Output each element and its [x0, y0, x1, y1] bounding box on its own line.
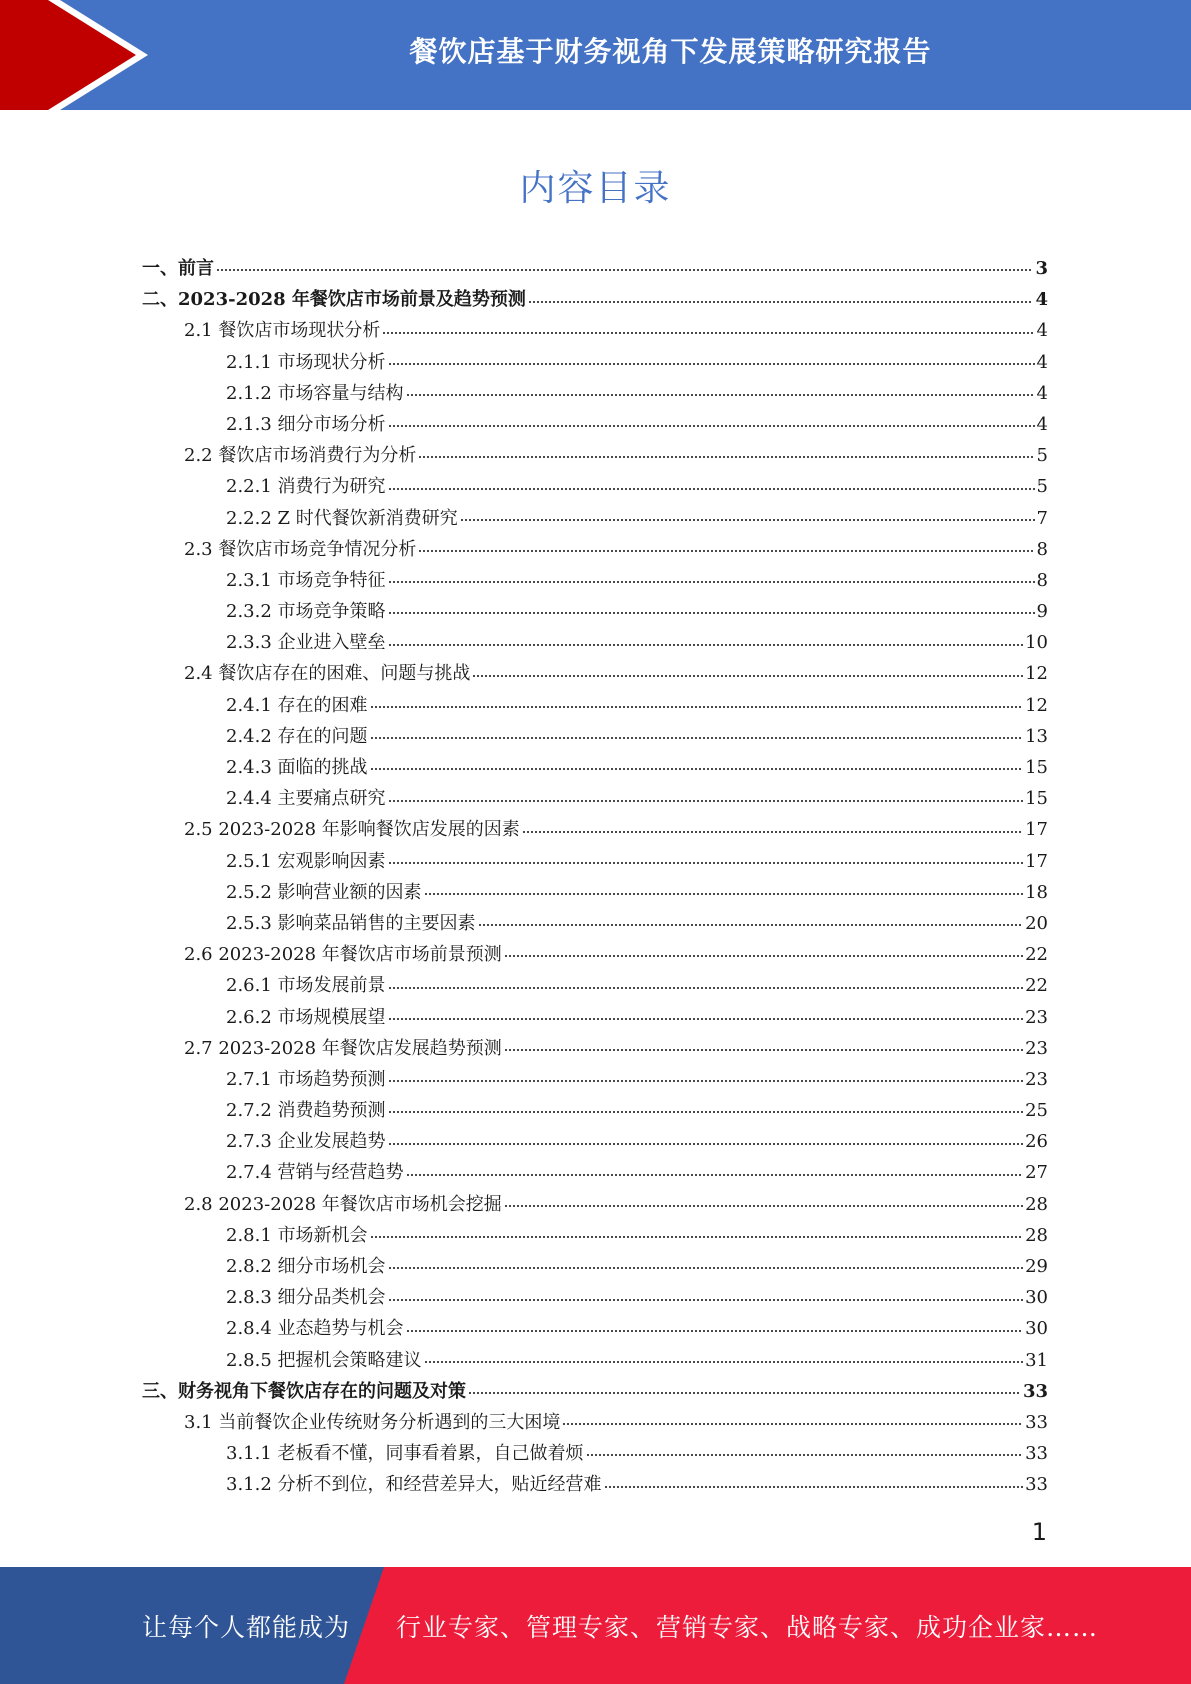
toc-dot-leader: [388, 1005, 1024, 1023]
toc-entry-label: 三、财务视角下餐饮店存在的问题及对策: [142, 1380, 466, 1402]
toc-entry[interactable]: [142, 596, 1048, 627]
toc-entry[interactable]: [142, 721, 1048, 752]
toc-entry[interactable]: [142, 471, 1048, 502]
toc-entry-page: 25: [1025, 1100, 1048, 1122]
toc-entry[interactable]: [142, 315, 1048, 346]
toc-entry[interactable]: [142, 1189, 1048, 1220]
toc-entry-label: 2.5.3 影响菜品销售的主要因素: [226, 912, 476, 934]
toc-entry-page: 23: [1025, 1006, 1048, 1028]
footer-slogan-left: 让每个人都能成为: [142, 1612, 351, 1642]
toc-entry[interactable]: [142, 814, 1048, 845]
toc-entry[interactable]: [142, 1095, 1048, 1126]
toc-entry[interactable]: [142, 534, 1048, 565]
toc-entry-label: 2.2 餐饮店市场消费行为分析: [184, 445, 417, 467]
toc-entry[interactable]: [142, 1282, 1048, 1313]
toc-entry-label: 2.3.2 市场竞争策略: [226, 601, 386, 623]
toc-entry-label: 2.1.2 市场容量与结构: [226, 382, 404, 404]
toc-entry-page: 33: [1025, 1474, 1048, 1496]
toc-entry[interactable]: [142, 908, 1048, 939]
toc-dot-leader: [472, 661, 1023, 679]
toc-entry-label: 2.1.1 市场现状分析: [226, 351, 386, 373]
toc-entry-page: 33: [1025, 1443, 1048, 1465]
toc-dot-leader: [562, 1410, 1023, 1428]
toc-entry-page: 29: [1025, 1256, 1048, 1277]
toc-dot-leader: [388, 1254, 1024, 1272]
toc-entry-page: 22: [1025, 975, 1048, 997]
toc-entry-page: 13: [1025, 725, 1048, 747]
toc-dot-leader: [504, 1192, 1023, 1210]
toc-entry-label: 2.6 2023-2028 年餐饮店市场前景预测: [184, 944, 502, 966]
toc-dot-leader: [504, 942, 1023, 960]
toc-entry-label: 2.7.2 消费趋势预测: [226, 1100, 386, 1122]
toc-dot-leader: [504, 1036, 1023, 1054]
toc-entry-page: 33: [1022, 1380, 1048, 1402]
toc-entry-page: 4: [1036, 382, 1048, 404]
toc-entry-label: 2.6.1 市场发展前景: [226, 975, 386, 997]
toc-entry-label: 2.5 2023-2028 年影响餐饮店发展的因素: [184, 819, 520, 841]
toc-entry[interactable]: [142, 1313, 1048, 1344]
toc-dot-leader: [388, 849, 1024, 867]
toc-entry-label: 2.7.3 企业发展趋势: [226, 1131, 386, 1153]
toc-entry[interactable]: [142, 752, 1048, 783]
toc-entry-page: 4: [1036, 413, 1048, 435]
toc-dot-leader: [382, 318, 1034, 336]
toc-entry-label: 一、前言: [142, 258, 214, 279]
toc-entry[interactable]: [142, 1126, 1048, 1157]
toc-entry[interactable]: [142, 1469, 1048, 1500]
toc-entry-page: 20: [1025, 912, 1048, 934]
toc-entry-label: 2.8.3 细分品类机会: [226, 1287, 386, 1309]
toc-entry-label: 2.2.2 Z 时代餐饮新消费研究: [226, 507, 458, 529]
toc-entry-page: 23: [1025, 1068, 1048, 1090]
toc-dot-leader: [522, 817, 1023, 835]
toc-entry[interactable]: [142, 1157, 1048, 1188]
toc-entry[interactable]: [142, 1064, 1048, 1095]
toc-entry[interactable]: [142, 1251, 1048, 1282]
toc-entry-label: 2.4.2 存在的问题: [226, 725, 368, 747]
toc-dot-leader: [460, 506, 1035, 524]
table-of-contents: [142, 253, 1048, 1501]
toc-entry-page: 9: [1036, 601, 1048, 623]
toc-dot-leader: [528, 287, 1034, 305]
toc-entry-label: 2.8 2023-2028 年餐饮店市场机会挖掘: [184, 1193, 502, 1215]
toc-entry[interactable]: [142, 1407, 1048, 1438]
toc-dot-leader: [370, 724, 1024, 742]
toc-entry-page: 28: [1025, 1224, 1048, 1246]
toc-dot-leader: [424, 1348, 1024, 1366]
toc-dot-leader: [370, 693, 1024, 711]
toc-entry-page: 23: [1025, 1037, 1048, 1059]
toc-entry-label: 2.4.3 面临的挑战: [226, 757, 368, 778]
toc-entry[interactable]: [142, 1376, 1048, 1407]
toc-dot-leader: [478, 911, 1024, 929]
toc-dot-leader: [406, 381, 1035, 399]
toc-entry[interactable]: [142, 1438, 1048, 1469]
toc-dot-leader: [388, 973, 1024, 991]
toc-entry[interactable]: [142, 1002, 1048, 1033]
toc-entry-label: 2.7.1 市场趋势预测: [226, 1068, 386, 1090]
toc-entry-page: 18: [1025, 881, 1048, 903]
toc-entry-label: 2.8.2 细分市场机会: [226, 1256, 386, 1277]
toc-entry-label: 3.1.2 分析不到位，和经营差异大，贴近经营难: [226, 1474, 602, 1496]
toc-entry[interactable]: [142, 378, 1048, 409]
toc-entry[interactable]: [142, 347, 1048, 378]
toc-entry[interactable]: [142, 627, 1048, 658]
toc-dot-leader: [388, 474, 1035, 492]
toc-entry-page: 4: [1035, 289, 1048, 311]
toc-dot-leader: [216, 256, 1033, 274]
toc-entry-page: 5: [1036, 445, 1048, 467]
toc-entry[interactable]: [142, 846, 1048, 877]
toc-entry-label: 2.2.1 消费行为研究: [226, 476, 386, 498]
toc-entry[interactable]: [142, 877, 1048, 908]
toc-entry-page: 10: [1025, 632, 1048, 654]
toc-entry[interactable]: [142, 284, 1048, 315]
toc-entry[interactable]: [142, 783, 1048, 814]
toc-entry-page: 15: [1025, 788, 1048, 810]
toc-entry-label: 2.8.4 业态趋势与机会: [226, 1318, 404, 1340]
toc-entry-label: 2.6.2 市场规模展望: [226, 1006, 386, 1028]
toc-entry[interactable]: [142, 1345, 1048, 1376]
toc-entry-page: 12: [1025, 694, 1048, 716]
toc-entry-page: 17: [1025, 850, 1048, 872]
toc-entry-page: 7: [1036, 507, 1048, 529]
toc-dot-leader: [370, 755, 1024, 773]
toc-entry-label: 2.3 餐饮店市场竞争情况分析: [184, 538, 417, 560]
toc-entry[interactable]: [142, 409, 1048, 440]
page-number: 1: [1031, 1518, 1047, 1546]
toc-entry-label: 2.1 餐饮店市场现状分析: [184, 320, 381, 342]
toc-entry-page: 30: [1025, 1287, 1048, 1309]
toc-entry-page: 3: [1035, 258, 1048, 279]
toc-entry-label: 2.4.4 主要痛点研究: [226, 788, 386, 810]
toc-entry[interactable]: [142, 253, 1048, 284]
toc-entry[interactable]: [142, 939, 1048, 970]
toc-dot-leader: [406, 1316, 1024, 1334]
toc-entry-page: 28: [1025, 1193, 1048, 1215]
toc-entry[interactable]: [142, 970, 1048, 1001]
toc-entry-label: 2.5.2 影响营业额的因素: [226, 881, 422, 903]
toc-heading: 内容目录: [519, 168, 672, 209]
toc-entry-page: 31: [1025, 1349, 1048, 1371]
toc-entry-label: 2.4 餐饮店存在的困难、问题与挑战: [184, 663, 471, 685]
toc-entry[interactable]: [142, 503, 1048, 534]
toc-entry-page: 17: [1025, 819, 1048, 841]
toc-entry-page: 22: [1025, 944, 1048, 966]
toc-entry-label: 2.5.1 宏观影响因素: [226, 850, 386, 872]
toc-dot-leader: [468, 1379, 1021, 1397]
toc-entry-page: 27: [1025, 1162, 1048, 1184]
toc-dot-leader: [388, 1129, 1024, 1147]
toc-entry[interactable]: [142, 658, 1048, 689]
toc-dot-leader: [586, 1441, 1024, 1459]
toc-dot-leader: [388, 1098, 1024, 1116]
toc-dot-leader: [604, 1472, 1024, 1490]
toc-entry-page: 33: [1025, 1411, 1048, 1433]
toc-dot-leader: [388, 412, 1035, 430]
toc-entry-label: 2.3.1 市场竞争特征: [226, 569, 386, 591]
header-banner: [0, 0, 1191, 110]
toc-entry-page: 30: [1025, 1318, 1048, 1340]
toc-entry-page: 4: [1036, 351, 1048, 373]
toc-entry-label: 二、2023-2028 年餐饮店市场前景及趋势预测: [142, 289, 526, 311]
toc-dot-leader: [406, 1160, 1024, 1178]
toc-dot-leader: [388, 1285, 1024, 1303]
footer-banner: [0, 1567, 1191, 1684]
toc-dot-leader: [370, 1223, 1024, 1241]
toc-entry-page: 15: [1025, 757, 1048, 778]
toc-dot-leader: [388, 568, 1035, 586]
toc-entry-page: 4: [1036, 320, 1048, 342]
toc-entry-page: 8: [1036, 538, 1048, 560]
toc-entry-label: 3.1 当前餐饮企业传统财务分析遇到的三大困境: [184, 1411, 561, 1433]
toc-entry[interactable]: [142, 440, 1048, 471]
toc-entry[interactable]: [142, 565, 1048, 596]
footer-slogan-right: 行业专家、管理专家、营销专家、战略专家、成功企业家……: [396, 1612, 1099, 1642]
toc-entry-label: 2.8.5 把握机会策略建议: [226, 1349, 422, 1371]
toc-entry[interactable]: [142, 1033, 1048, 1064]
toc-dot-leader: [418, 443, 1034, 461]
toc-entry-label: 2.7.4 营销与经营趋势: [226, 1162, 404, 1184]
toc-entry-label: 2.3.3 企业进入壁垒: [226, 632, 386, 654]
toc-dot-leader: [418, 537, 1034, 555]
toc-entry-label: 2.7 2023-2028 年餐饮店发展趋势预测: [184, 1037, 502, 1059]
toc-entry-label: 2.4.1 存在的困难: [226, 694, 368, 716]
toc-entry-page: 12: [1025, 663, 1048, 685]
report-title: 餐饮店基于财务视角下发展策略研究报告: [409, 35, 932, 68]
toc-dot-leader: [424, 880, 1024, 898]
toc-dot-leader: [388, 599, 1035, 617]
toc-entry-label: 2.1.3 细分市场分析: [226, 413, 386, 435]
toc-entry-page: 26: [1025, 1131, 1048, 1153]
toc-entry-page: 5: [1036, 476, 1048, 498]
toc-entry-page: 8: [1036, 569, 1048, 591]
toc-dot-leader: [388, 350, 1035, 368]
toc-entry[interactable]: [142, 1220, 1048, 1251]
toc-entry-label: 3.1.1 老板看不懂，同事看着累，自己做着烦: [226, 1443, 584, 1465]
toc-dot-leader: [388, 786, 1024, 804]
toc-entry-label: 2.8.1 市场新机会: [226, 1224, 368, 1246]
toc-dot-leader: [388, 1067, 1024, 1085]
toc-dot-leader: [388, 630, 1024, 648]
toc-entry[interactable]: [142, 690, 1048, 721]
